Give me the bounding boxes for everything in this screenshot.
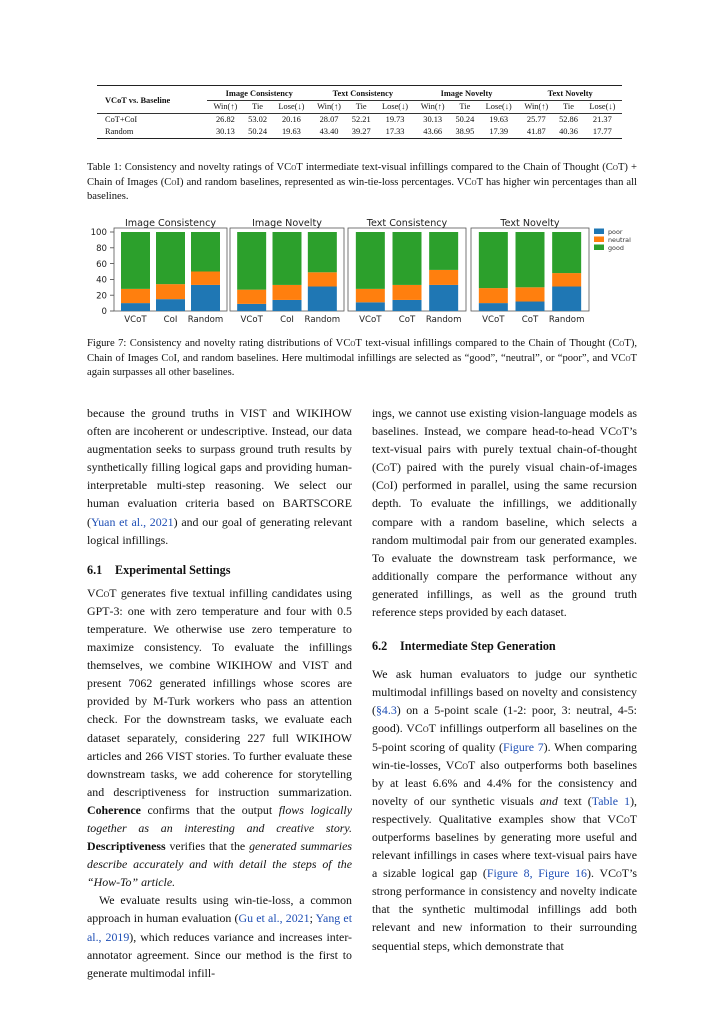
x-tick-label: VCoT	[359, 315, 382, 325]
bar-segment-neutral	[156, 284, 185, 299]
text-run: CORE	[320, 496, 352, 511]
text-run: CoT	[616, 811, 637, 826]
x-tick-label: VCoT	[124, 315, 147, 325]
text-run: PT	[95, 603, 110, 618]
bar-segment-good	[237, 232, 266, 290]
figure-link[interactable]: Figure 8, Figure 16	[486, 866, 588, 881]
x-tick-label: VCoT	[482, 315, 505, 325]
text-run: OW	[332, 406, 352, 420]
x-tick-label: CoT	[398, 315, 416, 325]
x-tick-label: Random	[304, 315, 341, 325]
citation-link[interactable]: Yang et al., 2019	[87, 911, 353, 944]
text-run: because the ground truths in V	[87, 406, 249, 420]
bar-segment-neutral	[191, 272, 220, 285]
text-run: Descriptiveness	[87, 839, 166, 854]
text-run: H	[244, 658, 253, 673]
figure-7-chart	[80, 216, 640, 330]
text-run: ), respectively. Qualitative examples show that V	[372, 793, 638, 826]
bar-segment-good	[479, 232, 508, 288]
table-1	[97, 85, 622, 139]
table-cell: 50.24	[451, 114, 479, 126]
bar-segment-good	[356, 232, 385, 289]
bar-segment-poor	[308, 287, 337, 311]
table-cell: 19.63	[281, 126, 301, 136]
section-number: 6.1	[87, 562, 103, 577]
caption-text: oI	[168, 352, 178, 364]
table-cell: 41.87	[526, 126, 546, 136]
table-cell: 17.77	[592, 126, 612, 136]
caption-text: has higher win percentages than all baselines.	[87, 176, 637, 202]
section-heading-6-1	[87, 561, 352, 579]
table-cell: 30.13	[415, 114, 451, 126]
paragraph	[372, 404, 637, 621]
row-label: CoT+CoI	[97, 114, 207, 126]
text-run: text (	[557, 793, 592, 808]
left-column	[87, 404, 352, 982]
bar-segment-good	[393, 232, 422, 285]
table-cell: 19.73	[375, 114, 414, 126]
text-run: H	[323, 406, 333, 420]
table-cell: 25.77	[518, 114, 554, 126]
text-run: also outperforms both baselines by at least 6.6% and 4.4% for the consistency and novelty of our synthetic visuals	[372, 757, 637, 808]
text-run: IKI	[307, 406, 324, 420]
bar-segment-neutral	[393, 285, 422, 300]
panel-title: Image Novelty	[252, 218, 322, 229]
citation-link[interactable]: Gu et al., 2021	[238, 911, 310, 926]
x-tick-label: CoI	[280, 315, 294, 325]
text-run: CoT	[608, 424, 630, 439]
text-run: CoT	[414, 721, 436, 736]
caption-text: , and random baselines. Here multimodal infillings are selected as “good”, “neutral”, or “poor”, and V	[177, 352, 619, 364]
x-tick-label: Random	[548, 315, 585, 325]
caption-text: CoT	[343, 338, 362, 349]
text-run: oI	[383, 478, 394, 493]
group-text-consistency: Text Consistency	[311, 86, 415, 101]
text-run: CoT	[454, 757, 476, 772]
caption-text: Table 1: Consistency and novelty ratings of V	[87, 162, 285, 173]
caption-text: CoT	[464, 176, 484, 188]
text-run: ’s strong performance in consistency and novelty indicate that the synthetic multimodal infillings add both relevant and new information to their surrounding sequential steps, which demonstrate that	[372, 866, 638, 953]
bar-segment-poor	[356, 302, 385, 311]
bar-segment-good	[308, 232, 337, 272]
bar-segment-poor	[156, 299, 185, 311]
text-run: CoT	[95, 585, 117, 600]
subheader-lose: Lose(↓)	[278, 101, 305, 111]
table-cell: 43.40	[319, 126, 339, 136]
text-run: ). When comparing win-tie-losses, V	[372, 739, 637, 772]
bar-segment-neutral	[308, 272, 337, 286]
subheader-lose: Lose(↓)	[382, 101, 409, 111]
table-cell: 28.07	[311, 114, 347, 126]
table-1-caption	[87, 161, 637, 205]
subheader-win: Win(↑)	[524, 101, 549, 111]
table-corner: VCoT vs. Baseline	[105, 95, 171, 105]
text-run: verifies that the	[165, 839, 250, 854]
text-run: ) on a 5-point scale (1-2: poor, 3: neutral, 4-5: good). V	[372, 703, 637, 736]
caption-text: ) + Chain of Images (C	[87, 162, 638, 188]
bar-segment-neutral	[552, 273, 581, 286]
bar-segment-poor	[552, 287, 581, 311]
legend-swatch-neutral	[594, 237, 604, 243]
caption-text: again surpasses all other baselines.	[87, 367, 235, 378]
bar-segment-good	[191, 232, 220, 272]
text-run: and present 7062 generated infillings whose scores are provided by M-Turk workers who pass an attention check. For the downstream tasks, we evaluate each dataset separately, considering 227 full W	[87, 658, 352, 745]
bar-segment-poor	[237, 304, 266, 311]
legend-label: good	[608, 244, 624, 252]
panel-title: Image Consistency	[124, 218, 217, 229]
text-run: ). V	[587, 866, 609, 881]
subheader-lose: Lose(↓)	[589, 101, 616, 111]
paragraph	[87, 891, 352, 981]
bar-segment-poor	[429, 285, 458, 311]
table-cell: 43.66	[423, 126, 443, 136]
caption-text: oT	[612, 162, 625, 173]
figure-link[interactable]: Figure 7	[502, 739, 544, 754]
text-run: and V	[272, 658, 311, 673]
bar-segment-good	[552, 232, 581, 273]
caption-text: ) and random baselines, represented as win-tie-loss percentages. V	[179, 176, 465, 188]
bar-segment-poor	[516, 302, 545, 311]
subheader-tie: Tie	[459, 101, 471, 111]
y-tick-label: 60	[96, 259, 107, 270]
text-run: We evaluate results using win-tie-loss, a common approach in human evaluation (	[87, 893, 352, 926]
citation-link[interactable]: Yuan et al., 2021	[90, 514, 174, 529]
text-run: IKI	[227, 658, 245, 673]
text-run: -3: one with zero temperature and four with 0.5 temperature. We otherwise use zero temperature to maximize consistency. To evaluate the infillings themselves, we combine W	[87, 603, 352, 673]
text-run: generated summaries describe accurately and with detail the steps of the “How-To” article.	[87, 839, 352, 890]
text-run: S	[313, 496, 321, 511]
results-table	[97, 85, 622, 139]
text-run: ) performed in parallel, using the same recursion depth. To evaluate the infillings, we additionally compare with a random baseline, which selects a random multimodal pair from our generated examples. To evaluate the downstream task performance, we additionally compare the performance without any generated infillings, as well as the ground truth reference steps provided by each dataset.	[372, 478, 637, 620]
text-run: ) paired with the purely visual chain-of-images (C	[372, 460, 637, 493]
bar-segment-poor	[479, 303, 508, 311]
section-link[interactable]: §4.3	[375, 703, 397, 718]
text-run: and W	[266, 406, 308, 420]
text-run: and	[539, 793, 558, 808]
row-label: Random	[105, 126, 134, 136]
section-number: 6.2	[372, 639, 388, 654]
table-cell: 39.27	[351, 126, 371, 136]
table-row	[97, 114, 622, 126]
table-link[interactable]: Table 1	[591, 793, 631, 808]
caption-text: ), Chain of Images C	[87, 338, 637, 364]
text-run: We ask human evaluators to judge our synthetic multimodal infillings based on novelty and consistency (	[372, 667, 637, 718]
text-run: (	[87, 514, 91, 529]
bar-segment-neutral	[479, 288, 508, 303]
text-run: confirms that the output	[140, 802, 279, 817]
bar-segment-good	[429, 232, 458, 270]
table-cell: 52.21	[347, 114, 375, 126]
table-cell: 53.02	[243, 114, 271, 126]
table-cell: 40.36	[559, 126, 578, 136]
group-image-novelty: Image Novelty	[415, 86, 519, 101]
bar-segment-neutral	[516, 287, 545, 301]
caption-text: text-visual infillings compared to the Chain of Thought (C	[361, 338, 620, 349]
bar-segment-neutral	[237, 290, 266, 304]
text-run: OW	[332, 730, 352, 745]
right-column	[372, 404, 637, 955]
table-cell: 19.63	[479, 114, 518, 126]
text-run: outperforms baselines by generating more useful and relevant infillings in cases where text-visual pairs have a sizable logical gap (	[372, 829, 637, 881]
subheader-tie: Tie	[252, 101, 264, 111]
caption-text: oI	[171, 176, 180, 188]
group-text-novelty: Text Novelty	[518, 86, 622, 101]
paragraph	[372, 665, 637, 955]
table-cell: 26.82	[207, 114, 243, 126]
bar-segment-good	[156, 232, 185, 284]
text-run: articles and 266 V	[87, 748, 175, 763]
subheader-tie: Tie	[355, 101, 367, 111]
bar-segment-neutral	[429, 270, 458, 285]
text-run: ART	[290, 496, 314, 511]
bar-segment-good	[273, 232, 302, 285]
x-tick-label: VCoT	[240, 315, 263, 325]
bar-segment-poor	[191, 285, 220, 311]
text-run: H	[323, 730, 333, 745]
section-heading-6-2	[372, 637, 637, 655]
legend-label: poor	[608, 228, 623, 236]
text-run: IST	[310, 658, 329, 673]
text-run: V	[87, 585, 96, 600]
bar-segment-poor	[393, 300, 422, 311]
legend-swatch-good	[594, 245, 604, 251]
table-cell: 21.37	[583, 114, 622, 126]
text-run: OW	[252, 658, 273, 673]
group-image-consistency: Image Consistency	[207, 86, 311, 101]
paragraph	[87, 584, 352, 892]
legend-label: neutral	[608, 236, 631, 244]
caption-text: intermediate text-visual infillings compared to the Chain of Thought (C	[302, 162, 613, 173]
subheader-win: Win(↑)	[420, 101, 445, 111]
table-row	[97, 126, 622, 138]
x-tick-label: CoI	[163, 315, 178, 325]
table-cell: 50.24	[248, 126, 267, 136]
bar-segment-neutral	[273, 285, 302, 300]
table-cell: 17.39	[489, 126, 509, 136]
section-title: Experimental Settings	[115, 562, 231, 577]
text-run: ’s text-visual pairs with purely textual chain-of-thought (C	[372, 424, 637, 475]
text-run: ), which reduces variance and increases inter-annotator agreement. Since our method is the first to generate multimodal infill-	[87, 929, 353, 980]
text-run: ings, we cannot use existing vision-language models as baselines. Instead, we compare head-to-head V	[372, 406, 637, 439]
bar-segment-neutral	[121, 289, 150, 303]
x-tick-label: Random	[425, 315, 462, 325]
text-run: IST	[174, 748, 193, 763]
bar-segment-poor	[121, 303, 150, 311]
text-run: Coherence	[87, 802, 141, 817]
panel-title: Text Novelty	[500, 218, 560, 229]
subheader-lose: Lose(↓)	[485, 101, 512, 111]
text-run: IST	[248, 406, 267, 420]
table-cell: 17.33	[385, 126, 405, 136]
caption-text: Figure 7: Consistency and novelty rating distributions of V	[87, 338, 344, 349]
text-run: CoT	[608, 866, 630, 881]
subheader-tie: Tie	[563, 101, 574, 111]
y-tick-label: 0	[101, 307, 107, 318]
text-run: generates five textual infilling candidates using G	[87, 585, 352, 618]
caption-text: oT	[619, 338, 631, 349]
table-cell: 20.16	[272, 114, 311, 126]
figure-7-caption	[87, 337, 637, 381]
table-cell: 52.86	[554, 114, 582, 126]
text-run: ;	[309, 911, 316, 926]
bar-segment-poor	[273, 300, 302, 311]
subheader-win: Win(↑)	[317, 101, 341, 111]
subheader-win: Win(↑)	[213, 101, 238, 111]
text-run: stories. To further evaluate these downstream tasks, we add coherence for storytelling and descriptiveness for instruction summarization.	[87, 748, 353, 799]
paragraph	[87, 404, 352, 549]
bar-segment-good	[121, 232, 150, 289]
legend-swatch-poor	[594, 229, 604, 235]
caption-text: CoT	[284, 162, 303, 173]
y-tick-label: 80	[96, 244, 107, 254]
text-run: flows logically together as an interesting and creative story.	[87, 802, 352, 835]
y-tick-label: 20	[96, 291, 107, 302]
text-run: IKI	[307, 730, 324, 745]
panel-title: Text Consistency	[366, 218, 448, 229]
caption-text: CoT	[618, 352, 638, 364]
x-tick-label: Random	[187, 315, 224, 325]
text-run: ) and our goal of generating relevant logical infillings.	[87, 514, 352, 547]
text-run: often are incoherent or undescriptive. Instead, our data augmentation seeks to surpass ground truth results by synthetically filling logical gaps and providing human-interpretable multi-step reasoning. We select our human evaluation criteria based on B	[87, 424, 352, 511]
bar-segment-neutral	[356, 289, 385, 302]
text-run: infillings outperform all baselines on the 5-point scoring of quality (	[372, 721, 637, 754]
y-tick-label: 40	[96, 275, 107, 286]
table-group-header	[97, 86, 622, 101]
table-cell: 38.95	[455, 126, 475, 136]
section-title: Intermediate Step Generation	[400, 639, 556, 654]
table-cell: 30.13	[215, 126, 235, 136]
y-tick-label: 100	[90, 228, 107, 239]
bar-segment-good	[516, 232, 545, 287]
x-tick-label: CoT	[521, 315, 539, 325]
text-run: oT	[383, 460, 397, 475]
